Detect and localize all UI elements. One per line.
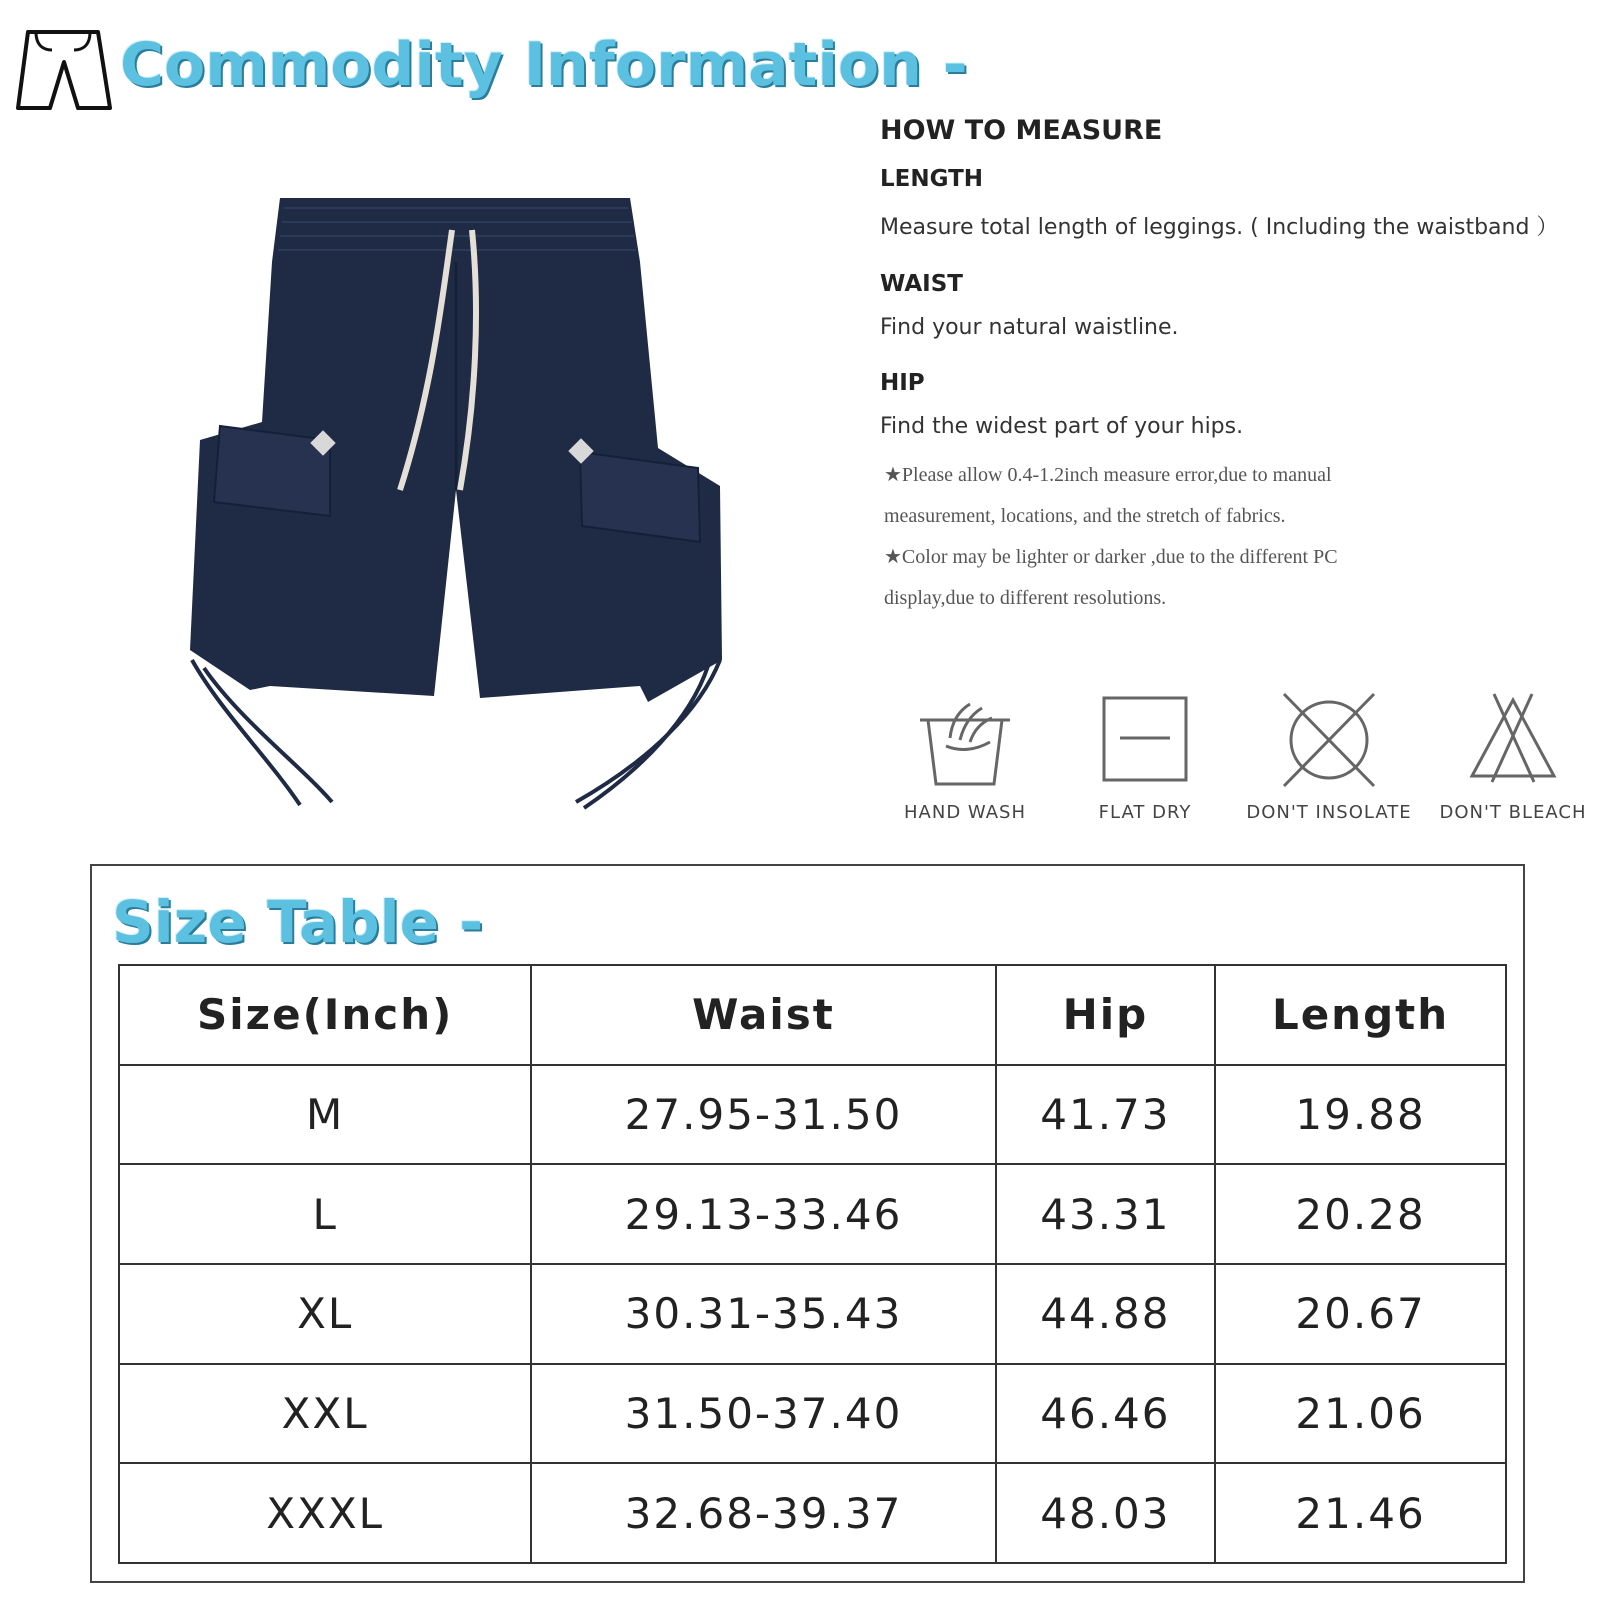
cell-length: 19.88 xyxy=(1215,1065,1506,1165)
length-label: LENGTH xyxy=(880,166,984,192)
cell-hip: 44.88 xyxy=(996,1264,1215,1364)
how-to-measure-heading: HOW TO MEASURE xyxy=(880,115,1163,146)
cell-size: XL xyxy=(119,1264,531,1364)
table-header-row xyxy=(119,965,1506,1065)
care-hand-wash xyxy=(880,690,1050,823)
cell-length: 20.67 xyxy=(1215,1264,1506,1364)
cell-waist: 29.13-33.46 xyxy=(531,1164,995,1264)
page-title: Commodity Information - xyxy=(120,30,968,100)
cell-length: 20.28 xyxy=(1215,1164,1506,1264)
waist-label: WAIST xyxy=(880,271,963,297)
column-header: Hip xyxy=(996,965,1215,1065)
cell-hip: 41.73 xyxy=(996,1065,1215,1165)
color-note: ★Color may be lighter or darker ,due to the different PC display,due to different resolutions. xyxy=(884,546,1338,609)
column-header: Length xyxy=(1215,965,1506,1065)
hand-wash-icon xyxy=(910,690,1020,790)
size-table xyxy=(118,964,1507,1564)
hip-label: HIP xyxy=(880,370,925,396)
care-dont-bleach xyxy=(1428,690,1598,823)
cell-waist: 32.68-39.37 xyxy=(531,1463,995,1563)
dont-bleach-icon xyxy=(1458,690,1568,790)
column-header: Size(Inch) xyxy=(119,965,531,1065)
table-row xyxy=(119,1065,1506,1165)
cell-length: 21.06 xyxy=(1215,1364,1506,1464)
care-label: FLAT DRY xyxy=(1098,802,1192,823)
cell-hip: 48.03 xyxy=(996,1463,1215,1563)
table-row xyxy=(119,1364,1506,1464)
cell-waist: 30.31-35.43 xyxy=(531,1264,995,1364)
how-to-measure-section xyxy=(880,115,1580,619)
cell-hip: 43.31 xyxy=(996,1164,1215,1264)
cell-length: 21.46 xyxy=(1215,1463,1506,1563)
cell-size: L xyxy=(119,1164,531,1264)
cell-hip: 46.46 xyxy=(996,1364,1215,1464)
size-table-title: Size Table - xyxy=(112,888,484,956)
table-row xyxy=(119,1264,1506,1364)
size-table-section xyxy=(90,864,1525,1583)
measure-error-note: ★Please allow 0.4-1.2inch measure error,due to manual measurement, locations, and the stretch of fabrics. xyxy=(884,464,1332,527)
cell-size: XXXL xyxy=(119,1463,531,1563)
care-label: DON'T INSOLATE xyxy=(1246,802,1412,823)
care-label: HAND WASH xyxy=(904,802,1026,823)
cell-waist: 31.50-37.40 xyxy=(531,1364,995,1464)
cell-size: M xyxy=(119,1065,531,1165)
care-label: DON'T BLEACH xyxy=(1439,802,1587,823)
flat-dry-icon xyxy=(1090,690,1200,790)
table-row xyxy=(119,1164,1506,1264)
column-header: Waist xyxy=(531,965,995,1065)
hip-description: Find the widest part of your hips. xyxy=(880,414,1244,439)
dont-insolate-icon xyxy=(1274,690,1384,790)
length-description: Measure total length of leggings. ( Including the waistband ） xyxy=(880,215,1559,240)
product-image-cargo-shorts xyxy=(180,190,740,820)
shorts-outline-icon xyxy=(14,28,114,118)
table-row xyxy=(119,1463,1506,1563)
waist-description: Find your natural waistline. xyxy=(880,315,1179,340)
cell-waist: 27.95-31.50 xyxy=(531,1065,995,1165)
care-instructions xyxy=(880,690,1587,840)
care-dont-insolate xyxy=(1244,690,1414,823)
care-flat-dry xyxy=(1060,690,1230,823)
cell-size: XXL xyxy=(119,1364,531,1464)
